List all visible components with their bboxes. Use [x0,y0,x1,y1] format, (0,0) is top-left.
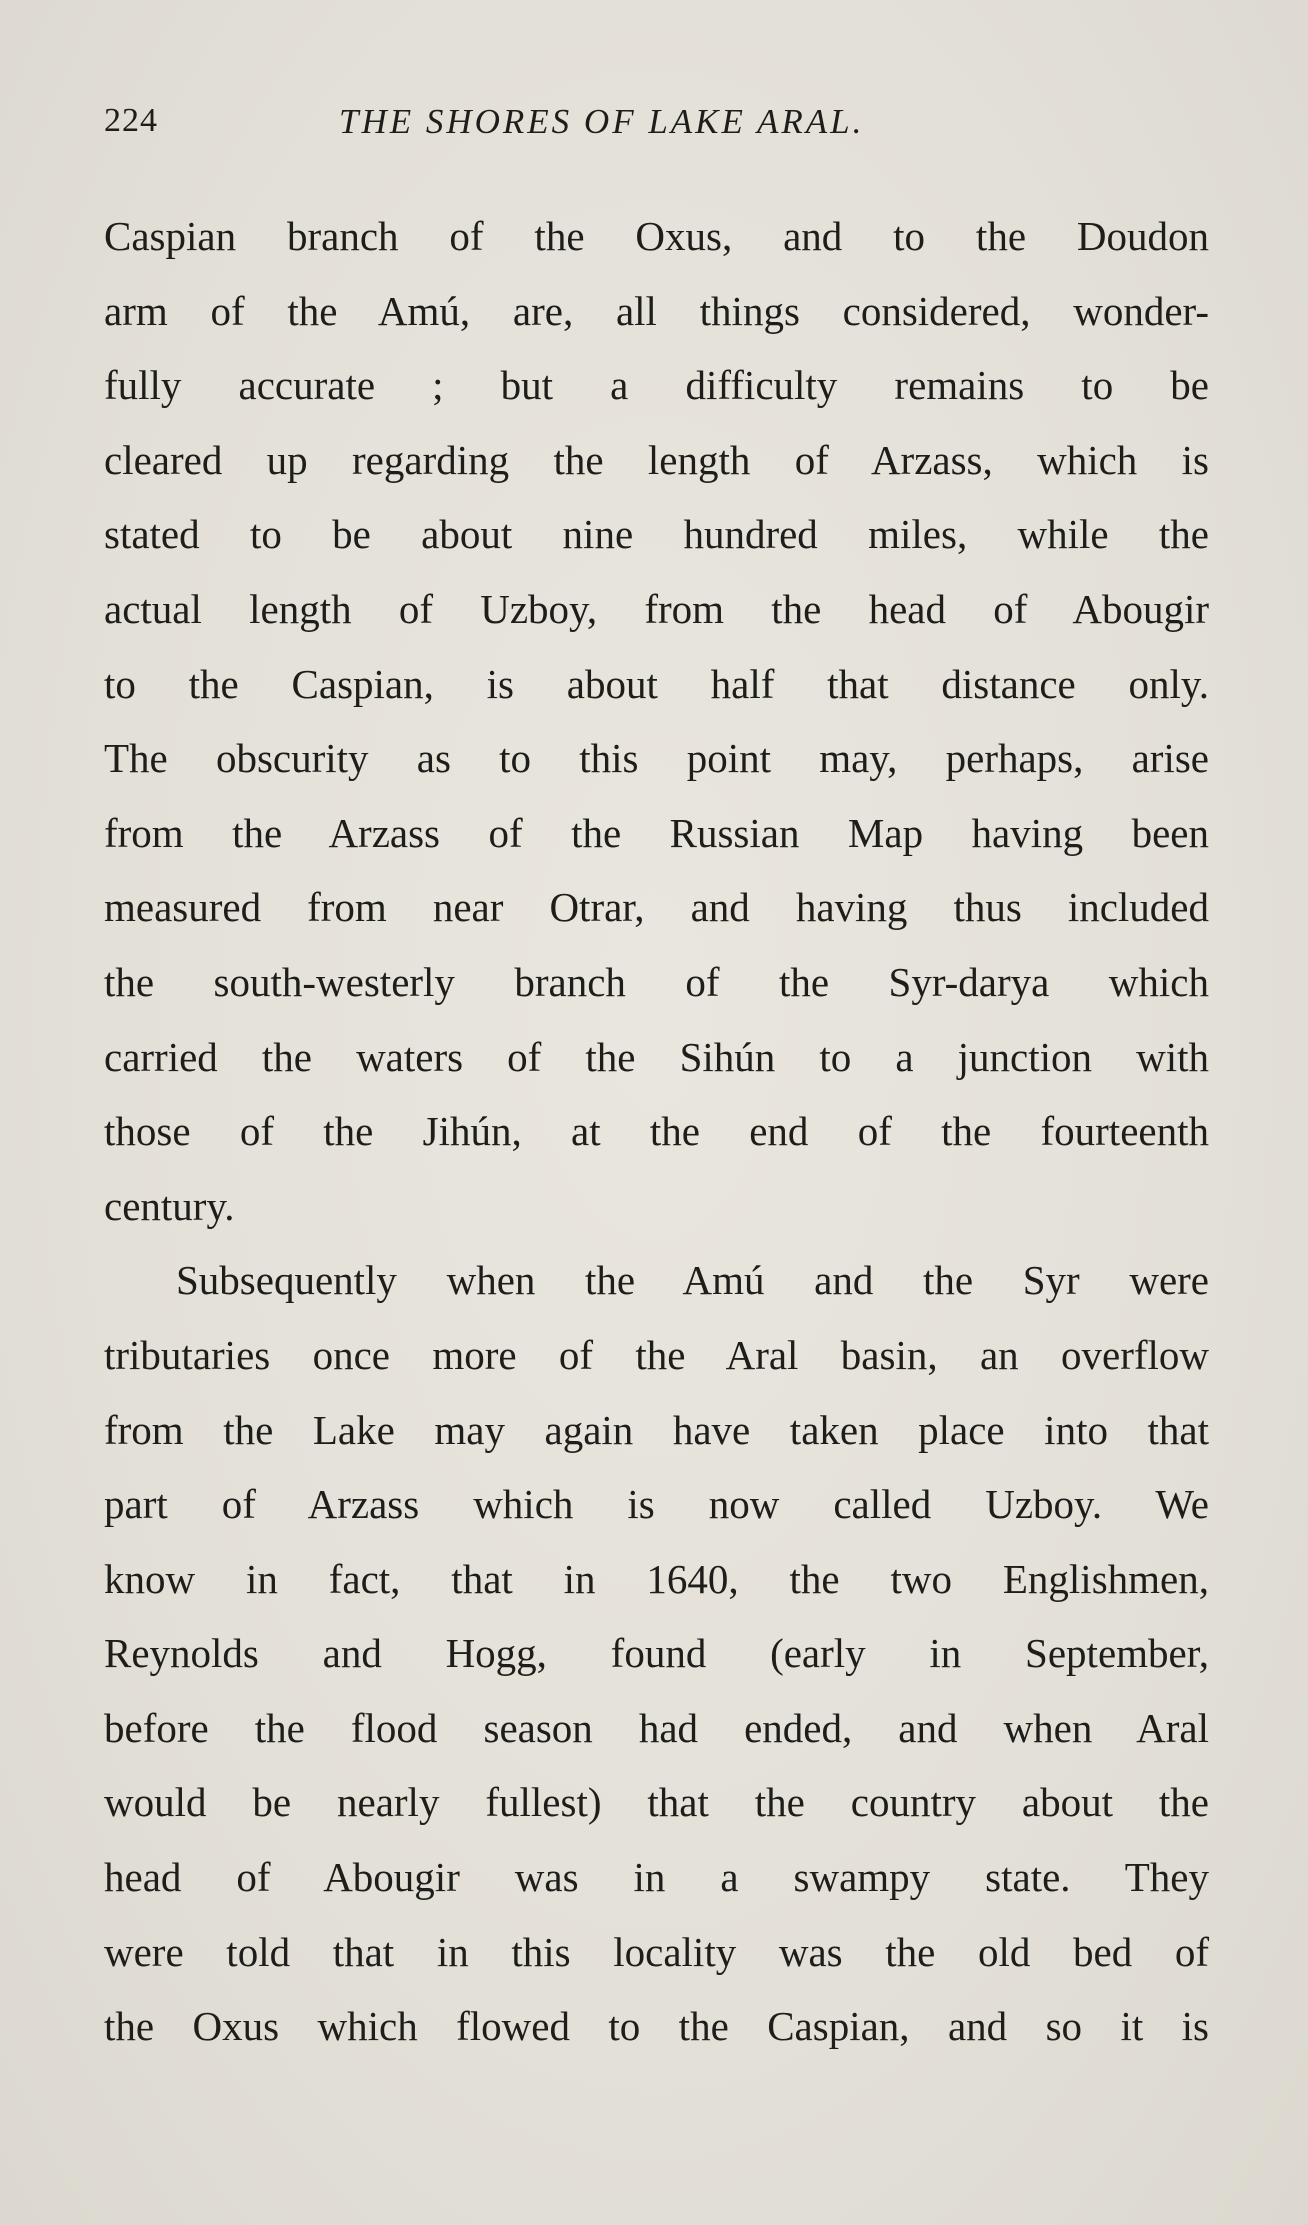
text-line: to the Caspian, is about half that distance only. [104,660,1209,707]
text-line: actual length of Uzboy, from the head of Abougir [104,585,1209,632]
text-line: head of Abougir was in a swampy state. They [104,1854,1209,1901]
text-line: were told that in this locality was the old bed of [104,1928,1209,1975]
body-text [104,199,1209,2064]
paragraph-start-line: Subsequently when the Amú and the Syr were [176,1257,1209,1304]
page-number: 224 [104,102,158,139]
text-line: tributaries once more of the Aral basin, an overflow [104,1331,1209,1378]
text-line: from the Arzass of the Russian Map having been [104,809,1209,856]
text-line: know in fact, that in 1640, the two Englishmen, [104,1555,1209,1602]
text-line: Reynolds and Hogg, found (early in September, [104,1630,1209,1677]
text-line: carried the waters of the Sihún to a junction with [104,1033,1209,1080]
running-header [104,102,1209,152]
text-line: the Oxus which flowed to the Caspian, and so it is [104,2003,1209,2050]
text-line: from the Lake may again have taken place into that [104,1406,1209,1453]
text-line: arm of the Amú, are, all things considered, wonder- [104,287,1209,334]
text-line: the south-westerly branch of the Syr-darya which [104,958,1209,1005]
paragraph-end-line: century. [104,1182,235,1229]
text-line: part of Arzass which is now called Uzboy. We [104,1481,1209,1528]
text-line: measured from near Otrar, and having thus included [104,884,1209,931]
running-title: THE SHORES OF LAKE ARAL. [339,102,865,141]
text-line: before the flood season had ended, and when Aral [104,1704,1209,1751]
text-line: Caspian branch of the Oxus, and to the Doudon [104,213,1209,259]
text-line: The obscurity as to this point may, perhaps, arise [104,735,1209,782]
text-line: would be nearly fullest) that the country about the [104,1779,1209,1826]
text-line: cleared up regarding the length of Arzass, which is [104,436,1209,483]
text-line: fully accurate ; but a difficulty remains to be [104,362,1209,409]
text-line: stated to be about nine hundred miles, while the [104,511,1209,558]
text-line: those of the Jihún, at the end of the fourteenth [104,1108,1209,1155]
